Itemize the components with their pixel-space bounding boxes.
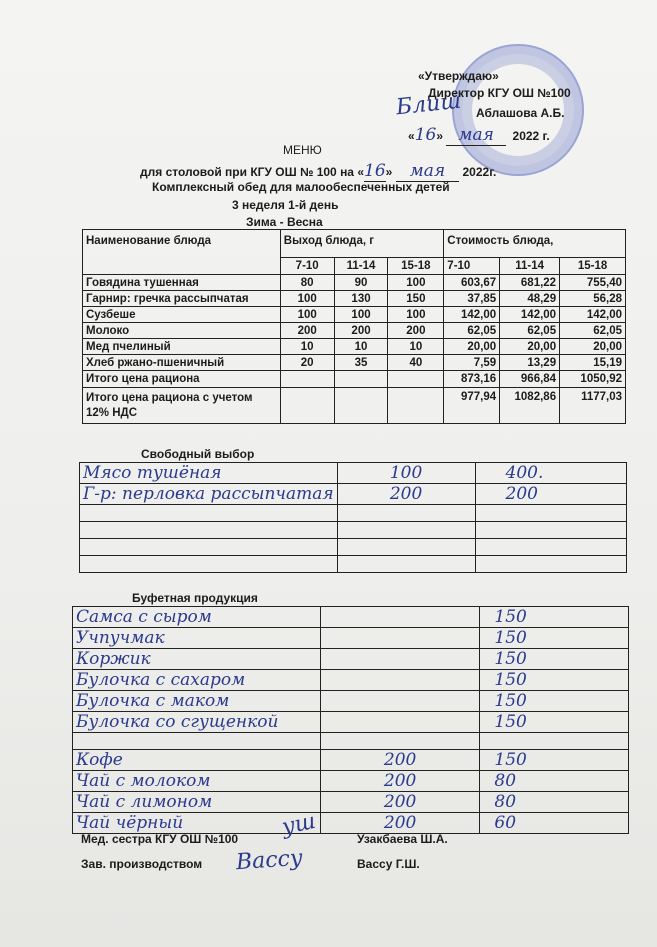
cost-11-14: 62,05 [500,323,560,339]
cost-15-18: 62,05 [560,323,626,339]
cost-7-10: 37,85 [444,291,500,307]
buffet-item [73,733,321,750]
buffet-item: Чай с лимоном [73,792,321,813]
free-choice-weight: 100 [337,463,475,484]
output-7-10: 100 [280,291,334,307]
subtitle-prefix: для столовой при КГУ ОШ № 100 на « [140,165,364,179]
buffet-item: Самса с сыром [73,607,321,628]
total-label: Итого цена рациона [83,371,281,388]
table-row [80,522,627,539]
buffet-item: Кофе [73,750,321,771]
buffet-price: 80 [480,792,629,813]
total-vat-7-10: 977,94 [444,388,500,424]
table-row [80,539,627,556]
table-row [73,649,629,670]
output-7-10: 80 [280,275,334,291]
cost-7-10: 142,00 [444,307,500,323]
buffet-price: 150 [480,712,629,733]
age-group: 11-14 [334,258,388,275]
cost-7-10: 62,05 [444,323,500,339]
output-11-14: 10 [334,339,388,355]
director-signature: Блиш [394,88,463,121]
output-11-14: 100 [334,307,388,323]
buffet-price: 60 [480,813,629,834]
free-choice-price: 200 [475,484,626,505]
cost-11-14: 142,00 [500,307,560,323]
cost-7-10: 7,59 [444,355,500,371]
table-row [83,307,626,323]
dish-name: Хлеб ржано-пшеничный [83,355,281,371]
buffet-price: 150 [480,628,629,649]
free-choice-dish: Мясо тушёная [80,463,338,484]
output-7-10: 100 [280,307,334,323]
output-15-18: 40 [388,355,444,371]
dish-name: Гарнир: гречка рассыпчатая [83,291,281,307]
buffet-title: Буфетная продукция [132,591,258,605]
chef-label: Зав. производством [81,857,203,871]
free-choice-table [79,462,627,573]
table-row [73,691,629,712]
cost-15-18: 142,00 [560,307,626,323]
free-choice-dish: Г-р: перловка рассыпчатая [80,484,338,505]
table-row [80,505,627,522]
cost-7-10: 603,67 [444,275,500,291]
buffet-item: Учпучмак [73,628,321,649]
table-row [73,607,629,628]
cost-11-14: 681,22 [500,275,560,291]
table-row [73,712,629,733]
output-15-18: 100 [388,275,444,291]
approval-line2: Директор КГУ ОШ №100 [428,86,571,100]
table-row [73,733,629,750]
buffet-item: Коржик [73,649,321,670]
cost-11-14: 48,29 [500,291,560,307]
page-title: МЕНЮ [283,143,322,157]
page-line4: Зима - Весна [246,215,323,229]
table-row [80,556,627,573]
buffet-table [72,606,629,834]
output-7-10: 20 [280,355,334,371]
total-row [83,371,626,388]
buffet-price [480,733,629,750]
output-7-10: 200 [280,323,334,339]
dish-name: Молоко [83,323,281,339]
output-11-14: 35 [334,355,388,371]
nurse-label: Мед. сестра КГУ ОШ №100 [81,832,239,846]
total-vat-row [83,388,626,424]
buffet-weight [320,607,480,628]
subtitle-day: 16 [364,161,386,181]
table-row [73,750,629,771]
approval-year: 2022 г. [512,129,550,143]
output-11-14: 90 [334,275,388,291]
buffet-item: Булочка со сгущенкой [73,712,321,733]
total-7-10: 873,16 [444,371,500,388]
output-11-14: 200 [334,323,388,339]
output-15-18: 100 [388,307,444,323]
buffet-weight [320,712,480,733]
output-15-18: 200 [388,323,444,339]
total-11-14: 966,84 [500,371,560,388]
dish-name: Говядина тушенная [83,275,281,291]
nurse-signature: уш [279,808,318,841]
approval-day: 16 [414,125,437,145]
total-15-18: 1050,92 [560,371,626,388]
buffet-price: 150 [480,649,629,670]
subtitle-year: 2022г. [462,165,497,179]
chef-name: Вассу Г.Ш. [357,857,420,871]
table-row [80,484,627,505]
buffet-price: 150 [480,750,629,771]
table-row [80,463,627,484]
output-15-18: 10 [388,339,444,355]
approval-line1: «Утверждаю» [418,69,499,83]
buffet-item: Булочка с сахаром [73,670,321,691]
cost-11-14: 13,29 [500,355,560,371]
buffet-weight [320,733,480,750]
output-7-10: 10 [280,339,334,355]
output-15-18: 150 [388,291,444,307]
subtitle-month: мая [396,161,460,182]
total-vat-15-18: 1177,03 [560,388,626,424]
page-line3: 3 неделя 1-й день [232,198,339,212]
table-row [73,628,629,649]
approval-month: мая [446,125,506,146]
table-row [73,813,629,834]
page-subtitle: для столовой при КГУ ОШ № 100 на «16» мая 2022г. [140,161,497,181]
cost-15-18: 755,40 [560,275,626,291]
buffet-price: 150 [480,691,629,712]
chef-signature: Вассу [235,845,304,876]
buffet-item: Чай с молоком [73,771,321,792]
age-group: 15-18 [560,258,626,275]
table-row [83,291,626,307]
free-choice-weight: 200 [337,484,475,505]
buffet-weight [320,691,480,712]
cost-11-14: 20,00 [500,339,560,355]
buffet-weight: 200 [320,750,480,771]
buffet-item: Булочка с маком [73,691,321,712]
buffet-item: Чай чёрный [73,813,321,834]
col-output-header: Выход блюда, г [280,230,444,258]
total-vat-11-14: 1082,86 [500,388,560,424]
dish-name: Сузбеше [83,307,281,323]
col-cost-header: Стоимость блюда, [444,230,626,258]
table-row [73,771,629,792]
col-name-header: Наименование блюда [83,230,281,275]
total-vat-label: Итого цена рациона с учетом 12% НДС [83,388,281,424]
menu-table [82,229,626,424]
nurse-name: Узакбаева Ш.А. [357,832,448,846]
output-11-14: 130 [334,291,388,307]
approval-line3: Аблашова А.Б. [476,106,565,120]
buffet-weight [320,670,480,691]
cost-15-18: 56,28 [560,291,626,307]
free-choice-price: 400. [475,463,626,484]
table-row [83,355,626,371]
buffet-weight [320,649,480,670]
buffet-weight [320,628,480,649]
table-row [83,323,626,339]
buffet-price: 150 [480,607,629,628]
age-group: 15-18 [388,258,444,275]
table-row [73,670,629,691]
approval-date: «16» мая 2022 г. [408,125,550,145]
cost-7-10: 20,00 [444,339,500,355]
age-group: 11-14 [500,258,560,275]
cost-15-18: 15,19 [560,355,626,371]
buffet-weight: 200 [320,813,480,834]
buffet-price: 80 [480,771,629,792]
age-group: 7-10 [444,258,500,275]
page-line2: Комплексный обед для малообеспеченных детей [152,180,450,194]
table-row [73,792,629,813]
table-row [83,275,626,291]
buffet-weight: 200 [320,792,480,813]
buffet-price: 150 [480,670,629,691]
table-row [83,339,626,355]
buffet-weight: 200 [320,771,480,792]
free-choice-title: Свободный выбор [141,447,255,461]
dish-name: Мед пчелиный [83,339,281,355]
cost-15-18: 20,00 [560,339,626,355]
age-group: 7-10 [280,258,334,275]
